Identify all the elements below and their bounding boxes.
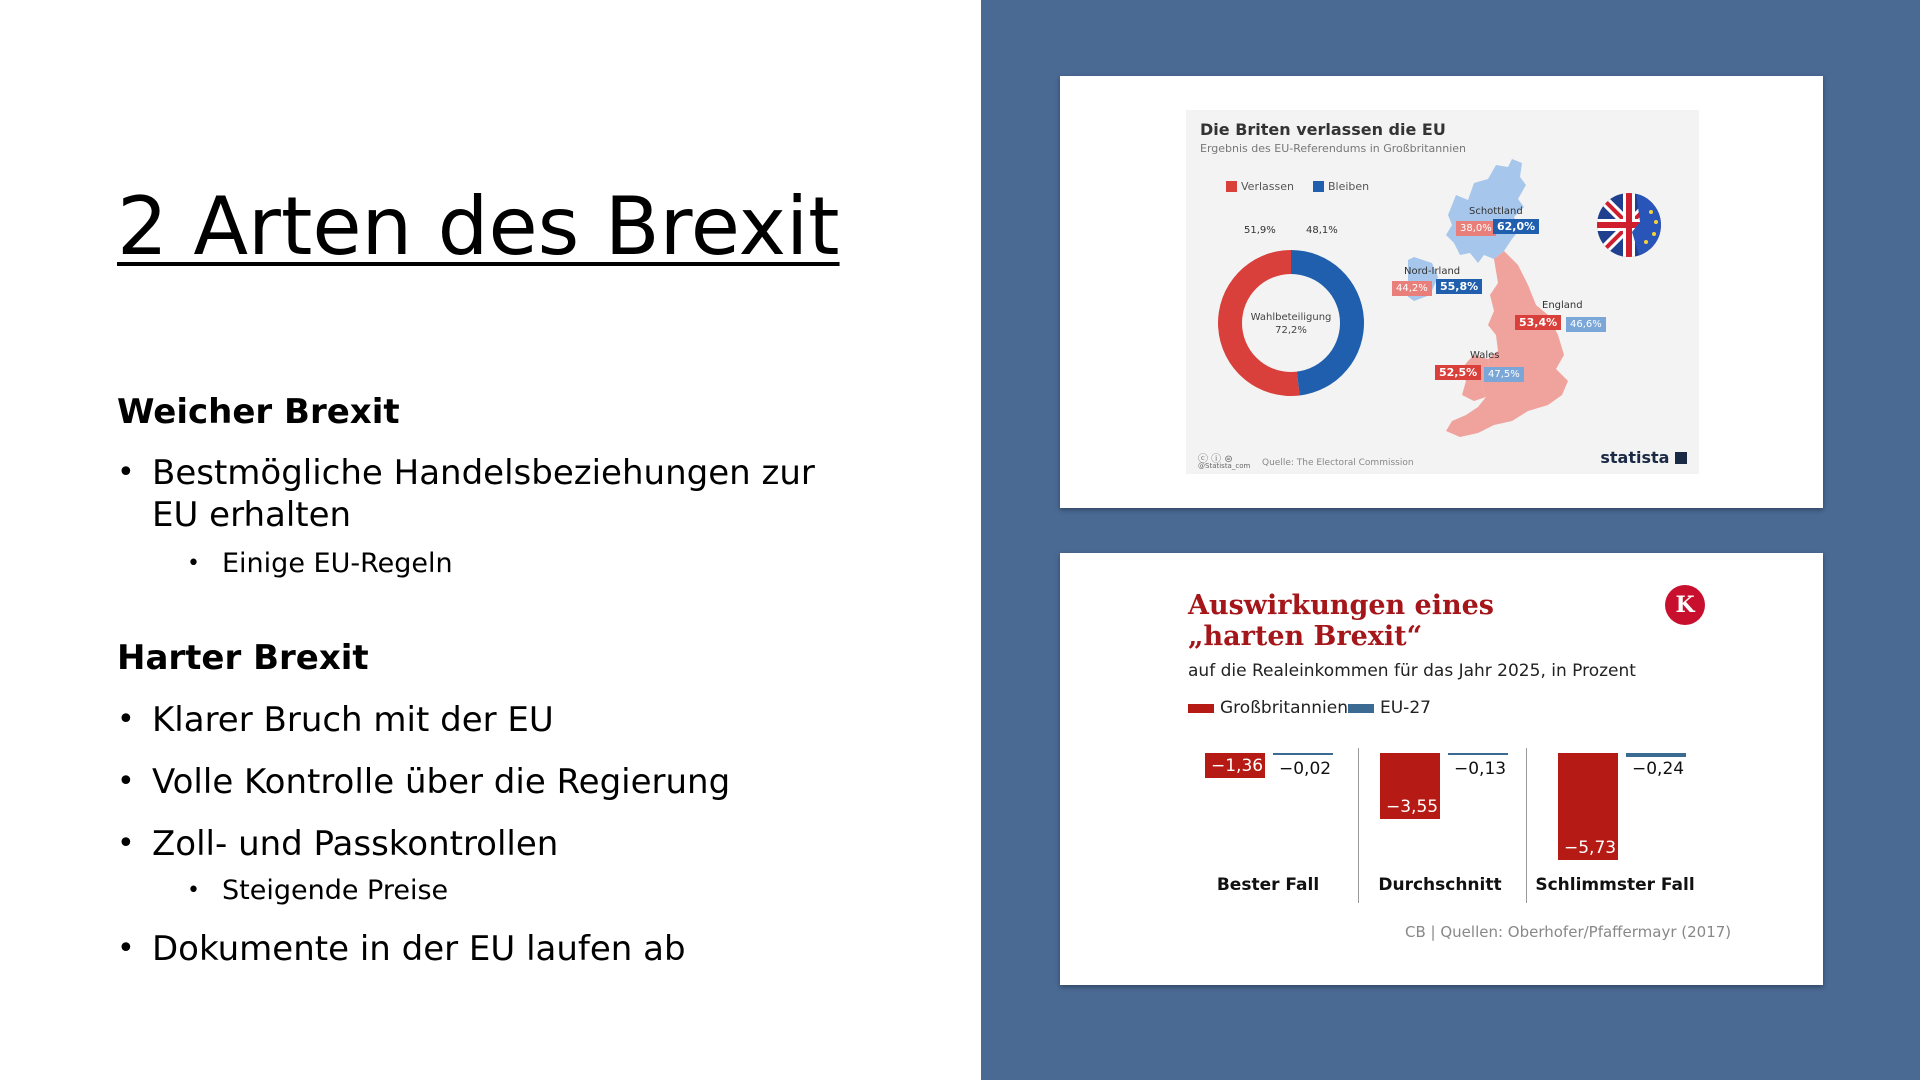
legend-swatch xyxy=(1226,181,1237,192)
bar-eu xyxy=(1626,753,1686,757)
bullet-glyph: • xyxy=(117,764,135,799)
category-label: Schlimmster Fall xyxy=(1535,875,1695,895)
legend-swatch xyxy=(1348,704,1374,713)
bullet-glyph: • xyxy=(117,826,135,861)
bar-uk-value: −5,73 xyxy=(1564,838,1617,859)
legend-label: EU-27 xyxy=(1380,698,1431,718)
sub-bullet-text: Einige EU-Regeln xyxy=(222,548,453,579)
bar-eu-value: −0,02 xyxy=(1279,759,1332,779)
northern-ireland-remain-tag: 55,8% xyxy=(1436,279,1482,294)
referendum-infographic-card xyxy=(1060,76,1823,508)
chart-title-line: „harten Brexit“ xyxy=(1188,621,1423,652)
statista-handle: @Statista_com xyxy=(1198,462,1251,470)
bar-eu-value: −0,24 xyxy=(1632,759,1685,779)
bullet-glyph: • xyxy=(117,931,135,966)
hard-brexit-chart-card xyxy=(1060,553,1823,985)
northern-ireland-leave-tag: 44,2% xyxy=(1392,281,1432,296)
statista-brand-text: statista xyxy=(1600,448,1670,467)
legend-swatch xyxy=(1188,704,1214,713)
wales-leave-tag: 52,5% xyxy=(1435,365,1481,380)
chart-subtitle: auf die Realeinkommen für das Jahr 2025, in Prozent xyxy=(1188,661,1636,681)
slide-title: 2 Arten des Brexit xyxy=(117,180,840,273)
statista-infographic xyxy=(1186,110,1699,474)
statista-logo xyxy=(1600,448,1687,467)
bullet-item xyxy=(117,823,558,865)
legend-leave xyxy=(1226,180,1294,193)
donut-leave-label: 51,9% xyxy=(1244,225,1276,236)
donut-center-label: Wahlbeteiligung xyxy=(1250,312,1332,323)
england-label: England xyxy=(1542,300,1583,311)
chart-source: CB | Quellen: Oberhofer/Pfaffermayr (2017) xyxy=(1405,923,1732,941)
bullet-item xyxy=(117,699,554,741)
kurier-logo: K xyxy=(1665,585,1705,625)
bar-eu xyxy=(1273,753,1333,755)
bullet-text: Zoll- und Passkontrollen xyxy=(152,824,559,864)
donut-remain-label: 48,1% xyxy=(1306,225,1338,236)
wales-label: Wales xyxy=(1470,350,1500,361)
bar-uk-value: −1,36 xyxy=(1211,756,1264,777)
northern-ireland-label: Nord-Irland xyxy=(1404,266,1461,277)
category-label: Durchschnitt xyxy=(1378,875,1502,895)
infographic-title: Die Briten verlassen die EU xyxy=(1200,120,1446,139)
bar-uk-value: −3,55 xyxy=(1386,797,1439,818)
legend-label: Verlassen xyxy=(1241,180,1294,193)
legend-uk xyxy=(1188,698,1348,718)
bullet-text: Bestmögliche Handelsbeziehungen zur EU erhalten xyxy=(152,453,815,535)
infographic-source: Quelle: The Electoral Commission xyxy=(1262,458,1414,468)
bullet-text: Volle Kontrolle über die Regierung xyxy=(152,762,731,802)
scotland-label: Schottland xyxy=(1469,206,1523,217)
bullet-item xyxy=(117,761,730,803)
england-remain-tag: 46,6% xyxy=(1566,317,1606,332)
legend-label: Bleiben xyxy=(1328,180,1370,193)
bullet-glyph: • xyxy=(117,702,135,737)
sub-bullet-text: Steigende Preise xyxy=(222,875,449,906)
legend-eu xyxy=(1348,698,1431,718)
england-leave-tag: 53,4% xyxy=(1515,315,1561,330)
soft-brexit-heading: Weicher Brexit xyxy=(117,392,400,432)
bullet-glyph: • xyxy=(187,551,200,576)
turnout-donut xyxy=(1216,248,1366,398)
infographic-subtitle: Ergebnis des EU-Referendums in Großbritannien xyxy=(1200,142,1467,155)
scotland-leave-tag: 38,0% xyxy=(1456,221,1496,236)
creative-commons-icon: ⓒ ⓘ ⊜ xyxy=(1198,454,1233,465)
bullet-item xyxy=(117,928,686,970)
hard-brexit-heading: Harter Brexit xyxy=(117,638,369,678)
bullet-text: Klarer Bruch mit der EU xyxy=(152,700,554,740)
bullet-text: Dokumente in der EU laufen ab xyxy=(152,929,686,969)
bullet-glyph: • xyxy=(117,455,135,490)
sub-bullet-item xyxy=(187,874,448,908)
scotland-remain-tag: 62,0% xyxy=(1493,219,1539,234)
wales-remain-tag: 47,5% xyxy=(1484,367,1524,382)
sub-bullet-item xyxy=(187,547,453,581)
donut-center-value: 72,2% xyxy=(1275,325,1307,336)
chart-title-line: Auswirkungen eines xyxy=(1188,590,1495,621)
union-jack-eu-flag-icon xyxy=(1596,192,1662,258)
category-label: Bester Fall xyxy=(1216,875,1320,895)
chart-title xyxy=(1188,590,1494,652)
donut-hole xyxy=(1242,274,1340,372)
bullet-item xyxy=(117,452,837,536)
legend-swatch xyxy=(1313,181,1324,192)
statista-mark-icon xyxy=(1675,452,1687,464)
bar-eu-value: −0,13 xyxy=(1454,759,1507,779)
legend-remain xyxy=(1313,180,1369,193)
bullet-glyph: • xyxy=(187,878,200,903)
legend-label: Großbritannien xyxy=(1220,698,1348,718)
bar-eu xyxy=(1448,753,1508,755)
